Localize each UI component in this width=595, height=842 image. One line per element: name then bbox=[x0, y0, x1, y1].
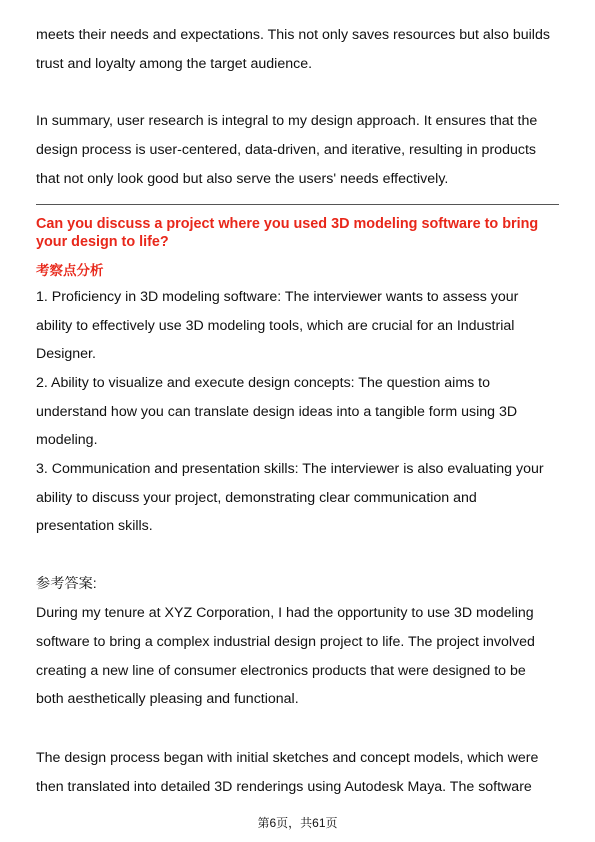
answer-p2-line-2: then translated into detailed 3D renderings using Autodesk Maya. The software bbox=[36, 779, 532, 795]
question-line-1: Can you discuss a project where you used 3D modeling software to bring bbox=[36, 216, 539, 232]
summary-line-2: design process is user-centered, data-driven, and iterative, resulting in products bbox=[36, 142, 536, 158]
analysis-line-5: understand how you can translate design ideas into a tangible form using 3D bbox=[36, 404, 518, 420]
answer-p1-line-2: software to bring a complex industrial design project to life. The project involved bbox=[36, 634, 535, 650]
section-divider bbox=[36, 204, 559, 205]
answer-p1-line-1: During my tenure at XYZ Corporation, I had the opportunity to use 3D modeling bbox=[36, 605, 534, 621]
intro-line-1: meets their needs and expectations. This not only saves resources but also builds bbox=[36, 27, 550, 43]
intro-line-2: trust and loyalty among the target audience. bbox=[36, 56, 313, 72]
answer-p1-line-4: both aesthetically pleasing and functional. bbox=[36, 691, 299, 707]
analysis-line-3: Designer. bbox=[36, 346, 96, 362]
page-number-footer: 第6页，共61页 bbox=[257, 816, 338, 830]
summary-line-3: that not only look good but also serve the users' needs effectively. bbox=[36, 171, 449, 187]
analysis-line-6: modeling. bbox=[36, 432, 98, 448]
answer-heading: 参考答案: bbox=[36, 576, 97, 592]
answer-p1-line-3: creating a new line of consumer electronics products that were designed to be bbox=[36, 663, 526, 679]
answer-p2-line-1: The design process began with initial sketches and concept models, which were bbox=[36, 750, 539, 766]
summary-line-1: In summary, user research is integral to my design approach. It ensures that the bbox=[36, 113, 538, 129]
analysis-line-9: presentation skills. bbox=[36, 518, 153, 534]
question-line-2: your design to life? bbox=[36, 234, 169, 250]
analysis-heading: 考察点分析 bbox=[36, 263, 104, 278]
analysis-line-2: ability to effectively use 3D modeling tools, which are crucial for an Industrial bbox=[36, 318, 515, 334]
analysis-line-4: 2. Ability to visualize and execute design concepts: The question aims to bbox=[36, 375, 491, 391]
analysis-line-8: ability to discuss your project, demonstrating clear communication and bbox=[36, 490, 477, 506]
analysis-line-7: 3. Communication and presentation skills: The interviewer is also evaluating your bbox=[36, 461, 544, 477]
analysis-line-1: 1. Proficiency in 3D modeling software: The interviewer wants to assess your bbox=[36, 289, 519, 305]
